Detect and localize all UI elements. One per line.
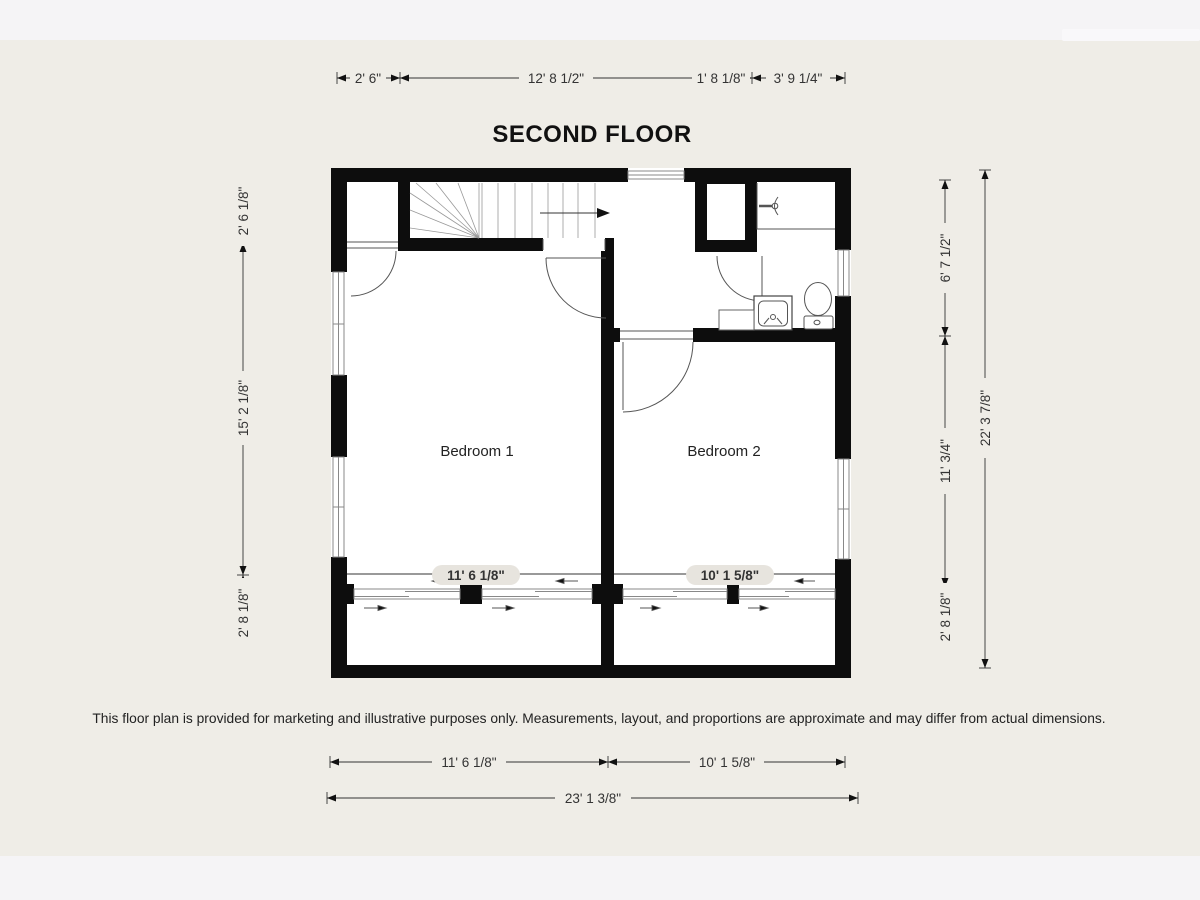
room-label-bedroom2: Bedroom 2 bbox=[687, 443, 761, 460]
disclaimer-text: This floor plan is provided for marketing and illustrative purposes only. Measurements, layout, and proportions are approximate and may differ from actual dimensions. bbox=[92, 711, 1106, 726]
wall-stair-south-left bbox=[398, 238, 543, 251]
knee-post-1 bbox=[331, 584, 354, 604]
window-right-bathroom bbox=[835, 250, 851, 296]
wall-right-3 bbox=[835, 559, 851, 678]
wall-hall-south-stub bbox=[614, 328, 620, 342]
vanity-sink bbox=[754, 296, 792, 330]
wall-bottom bbox=[331, 665, 851, 678]
wall-stair-south-stub bbox=[605, 238, 614, 251]
dim-top-2: 12' 8 1/2" bbox=[527, 71, 585, 86]
knee-post-3 bbox=[592, 584, 623, 604]
dim-bottom-2: 10' 1 5/8" bbox=[698, 755, 756, 770]
wall-left-2 bbox=[331, 375, 347, 457]
dim-bottom-overall: 23' 1 3/8" bbox=[564, 791, 622, 806]
window-top-dormer bbox=[628, 169, 684, 181]
toilet bbox=[804, 283, 833, 330]
knee-post-5 bbox=[835, 584, 851, 604]
knee-post-2 bbox=[460, 584, 482, 604]
hall-closet-interior bbox=[707, 184, 745, 240]
dimension-line-left bbox=[235, 176, 251, 648]
top-right-highlight-bar bbox=[1062, 29, 1200, 41]
wall-top-left bbox=[331, 168, 628, 182]
window-knee-strip-2 bbox=[482, 588, 592, 600]
wall-right-2 bbox=[835, 296, 851, 459]
dimension-line-bottom-1 bbox=[330, 753, 845, 770]
window-knee-strip-1 bbox=[354, 588, 460, 600]
page-title: SECOND FLOOR bbox=[492, 121, 692, 148]
dim-top-1: 2' 6" bbox=[354, 71, 382, 86]
dim-top-3: 1' 8 1/8" bbox=[696, 71, 746, 86]
dim-right-overall: 22' 3 7/8" bbox=[978, 389, 993, 447]
bathroom-counter bbox=[719, 310, 754, 330]
window-right-bedroom2 bbox=[835, 459, 851, 559]
window-left-upper bbox=[331, 272, 347, 375]
dim-right-2: 11' 3/4" bbox=[938, 439, 953, 483]
dimension-line-bottom-overall bbox=[327, 789, 858, 806]
window-knee-strip-3 bbox=[623, 588, 727, 600]
dim-right-1: 6' 7 1/2" bbox=[938, 233, 953, 283]
dim-top-4: 3' 9 1/4" bbox=[773, 71, 823, 86]
wall-top-right bbox=[684, 168, 851, 182]
window-knee-strip-4 bbox=[739, 588, 835, 600]
knee-post-4 bbox=[727, 584, 739, 604]
dimension-line-right-inner bbox=[937, 180, 953, 651]
room-label-bedroom1: Bedroom 1 bbox=[440, 443, 514, 460]
interior-dim-bedroom2: 10' 1 5/8" bbox=[700, 568, 760, 583]
wall-left-3 bbox=[331, 557, 347, 678]
dim-right-3: 2' 8 1/8" bbox=[938, 592, 953, 642]
dimension-line-right-overall bbox=[977, 170, 993, 668]
wall-right-1 bbox=[835, 168, 851, 250]
dim-left-3: 2' 8 1/8" bbox=[236, 588, 251, 638]
dim-left-1: 2' 6 1/8" bbox=[236, 186, 251, 236]
window-left-lower bbox=[331, 457, 347, 557]
dim-left-2: 15' 2 1/8" bbox=[236, 379, 251, 437]
interior-dim-bedroom1: 11' 6 1/8" bbox=[447, 568, 505, 583]
dim-bottom-1: 11' 6 1/8" bbox=[441, 755, 497, 770]
dimension-line-top bbox=[337, 69, 845, 86]
wall-left-1 bbox=[331, 168, 347, 272]
